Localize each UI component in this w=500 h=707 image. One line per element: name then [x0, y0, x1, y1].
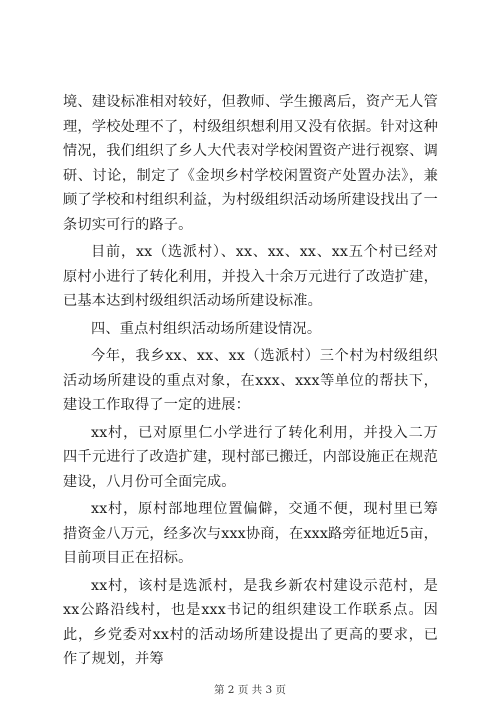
paragraph: xx村，该村是选派村，是我乡新农村建设示范村，是xx公路沿线村，也是xxx书记的组织建设工作联系点。因此，乡党委对xx村的活动场所建设提出了更高的要求，已作了规划，并筹: [63, 577, 438, 667]
paragraph: xx村，已对原里仁小学进行了转化利用，并投入二万四千元进行了改造扩建，现村部已搬迁，内部设施正在规范建设，八月份可全面完成。: [63, 424, 438, 490]
document-body: [63, 90, 438, 672]
paragraph: 今年，我乡xx、xx、xx（选派村）三个村为村级组织活动场所建设的重点对象，在xxx、xxx等单位的帮扶下，建设工作取得了一定的进展：: [63, 348, 438, 413]
section-heading: 四、重点村组织活动场所建设情况。: [91, 320, 322, 337]
paragraph: 境、建设标准相对较好，但教师、学生搬离后，资产无人管理，学校处理不了，村级组织想利用又没有依据。针对这种情况，我们组织了乡人大代表对学校闲置资产进行视察、调研、讨论，制定了《金坝乡村学校闲置资产处置办法》，兼顾了学校和村组织利益，为村级组织活动场所建设找出了一条切实可行的路子。: [63, 94, 438, 233]
paragraph: 目前，xx（选派村）、xx、xx、xx、xx五个村已经对原村小进行了转化利用，并投入十余万元进行了改造扩建，已基本达到村级组织活动场所建设标准。: [63, 244, 438, 309]
paragraph: xx村，原村部地理位置偏僻，交通不便，现村里已筹措资金八万元，经多次与xxx协商，在xxx路旁征地近5亩，目前项目正在招标。: [63, 501, 438, 566]
page-footer: 第 2 页 共 3 页: [213, 684, 287, 696]
